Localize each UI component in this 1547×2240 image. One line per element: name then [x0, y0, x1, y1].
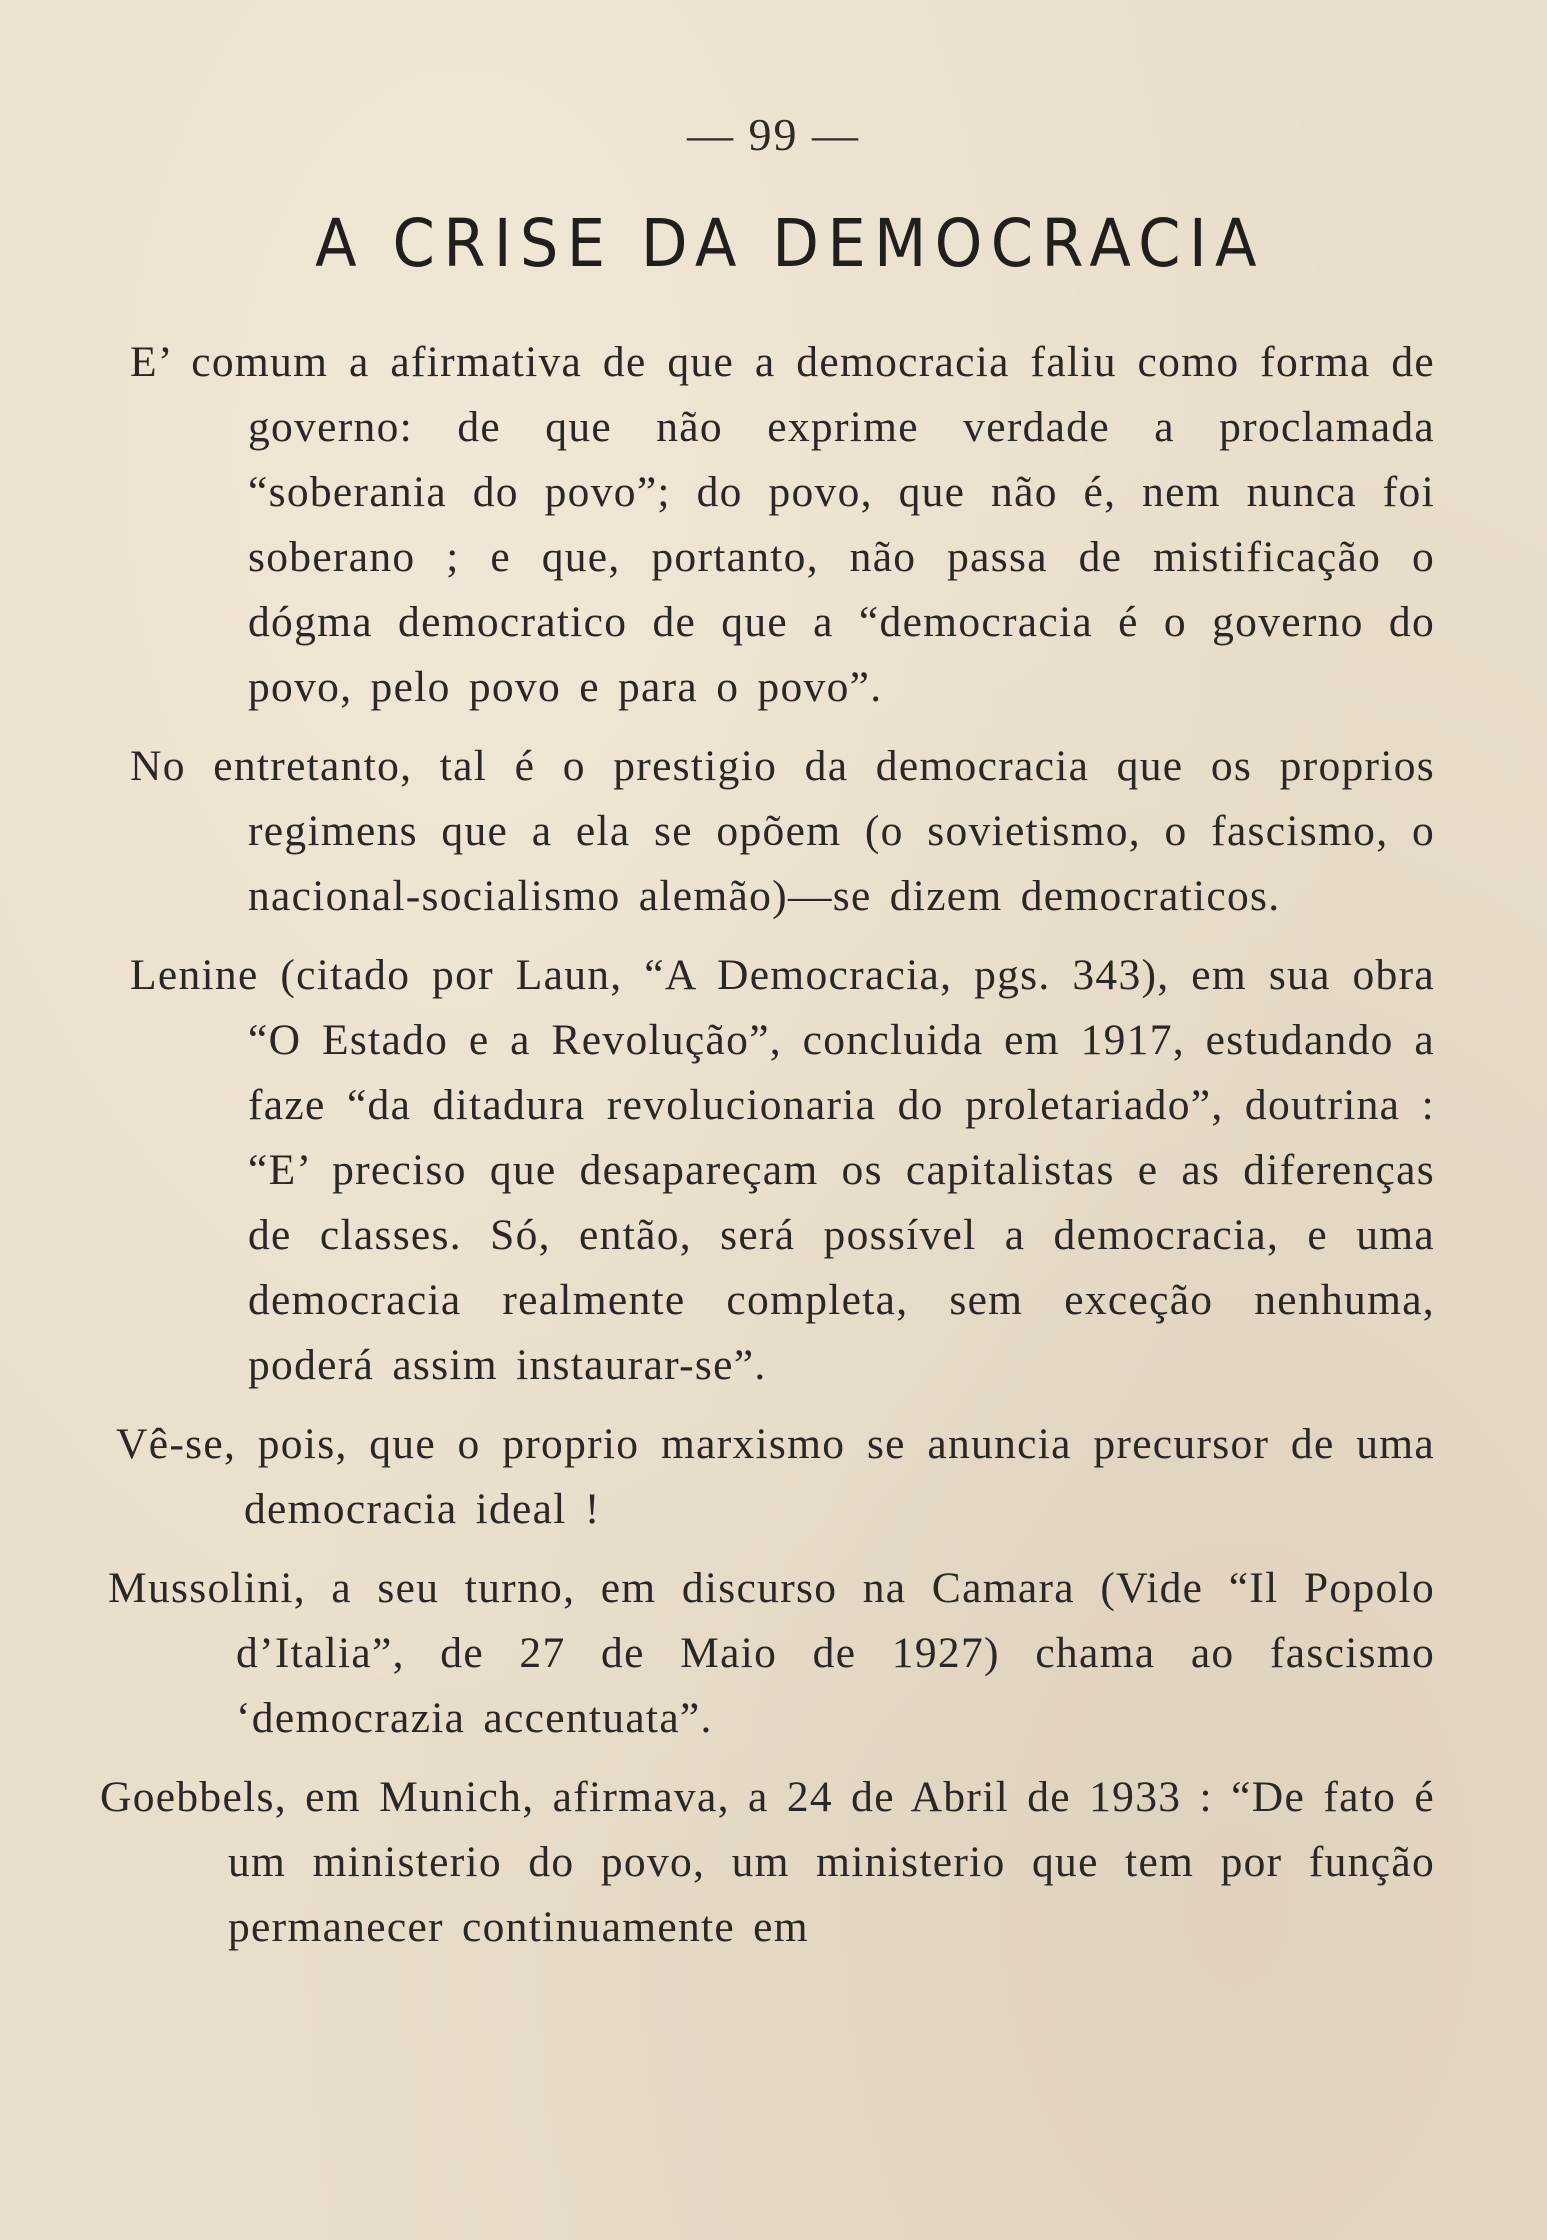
paragraph: Goebbels, em Munich, afirmava, a 24 de Abril de 1933 : “De fato é um ministerio do povo, um ministerio que tem por função permanecer continuamente em [100, 1773, 1435, 1951]
body-text [100, 330, 1435, 1974]
chapter-title: A CRISE DA DEMOCRACIA [315, 205, 1265, 282]
page-number: — 99 — [687, 109, 860, 160]
paragraph: Vê-se, pois, que o proprio marxismo se anuncia precursor de uma democracia ideal ! [116, 1420, 1435, 1533]
paragraph: E’ comum a afirmativa de que a democracia faliu como forma de governo: de que não exprime verdade a proclamada “soberania do povo”; do povo, que não é, nem nunca foi soberano ; e que, portanto, não passa de mistificação o dógma democratico de que a “democracia é o governo do povo, pelo povo e para o povo”. [130, 338, 1435, 711]
paragraph: No entretanto, tal é o prestigio da democracia que os proprios regimens que a ela se opõem (o sovietismo, o fascismo, o nacional-socialismo alemão)—se dizem democraticos. [130, 742, 1435, 920]
paragraph: Mussolini, a seu turno, em discurso na Camara (Vide “Il Popolo d’Italia”, de 27 de Maio de 1927) chama ao fascismo ‘democrazia accentuata”. [108, 1564, 1435, 1742]
paragraph: Lenine (citado por Laun, “A Democracia, pgs. 343), em sua obra “O Estado e a Revolução”, concluida em 1917, estudando a faze “da ditadura revolucionaria do proletariado”, doutrina : “E’ preciso que desapareçam os capitalistas e as diferenças de classes. Só, então, será possível a democracia, e uma democracia realmente completa, sem exceção nenhuma, poderá assim instaurar-se”. [130, 951, 1435, 1389]
